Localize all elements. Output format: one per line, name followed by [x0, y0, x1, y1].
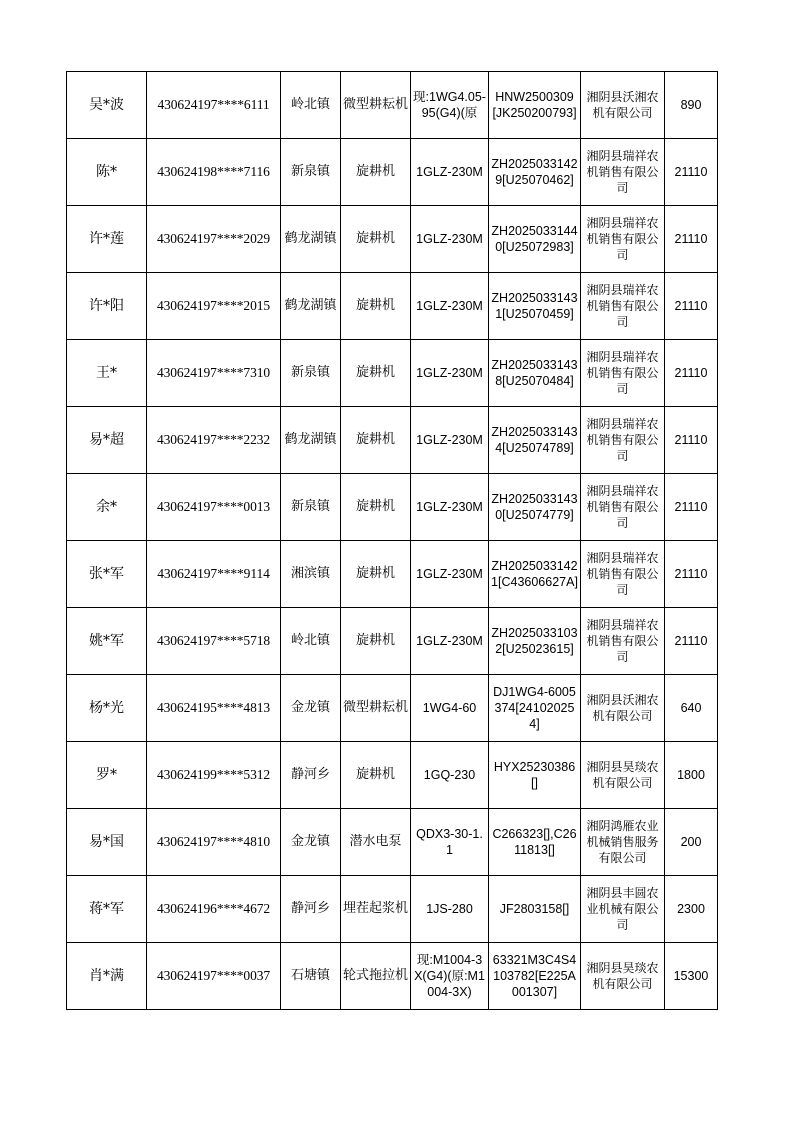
- name-cell: 陈*: [67, 139, 147, 206]
- amount-cell: 1800: [665, 742, 718, 809]
- dealer-cell: 湘阴县瑞祥农机销售有限公司: [581, 273, 665, 340]
- town-cell: 鹤龙湖镇: [281, 206, 341, 273]
- model-cell: 1JS-280: [411, 876, 489, 943]
- dealer-cell: 湘阴县沃湘农机有限公司: [581, 72, 665, 139]
- name-cell: 王*: [67, 340, 147, 407]
- model-cell: 1WG4-60: [411, 675, 489, 742]
- dealer-cell: 湘阴县瑞祥农机销售有限公司: [581, 541, 665, 608]
- dealer-cell: 湘阴鸿雁农业机械销售服务有限公司: [581, 809, 665, 876]
- dealer-cell: 湘阴县昊琰农机有限公司: [581, 742, 665, 809]
- machine-type-cell: 旋耕机: [341, 340, 411, 407]
- model-cell: 1GLZ-230M: [411, 407, 489, 474]
- dealer-cell: 湘阴县瑞祥农机销售有限公司: [581, 608, 665, 675]
- name-cell: 肖*满: [67, 943, 147, 1010]
- amount-cell: 21110: [665, 206, 718, 273]
- serial-number-cell: HNW2500309[JK250200793]: [489, 72, 581, 139]
- amount-cell: 200: [665, 809, 718, 876]
- model-cell: 1GQ-230: [411, 742, 489, 809]
- model-cell: 1GLZ-230M: [411, 541, 489, 608]
- town-cell: 岭北镇: [281, 608, 341, 675]
- id-number-cell: 430624198****7116: [147, 139, 281, 206]
- amount-cell: 21110: [665, 407, 718, 474]
- machine-type-cell: 旋耕机: [341, 742, 411, 809]
- table-row: [67, 742, 718, 809]
- id-number-cell: 430624197****4810: [147, 809, 281, 876]
- machine-type-cell: 旋耕机: [341, 608, 411, 675]
- machine-type-cell: 旋耕机: [341, 206, 411, 273]
- amount-cell: 21110: [665, 474, 718, 541]
- model-cell: 现:1WG4.05-95(G4)(原: [411, 72, 489, 139]
- dealer-cell: 湘阴县瑞祥农机销售有限公司: [581, 407, 665, 474]
- machine-type-cell: 旋耕机: [341, 541, 411, 608]
- machine-type-cell: 轮式拖拉机: [341, 943, 411, 1010]
- amount-cell: 21110: [665, 139, 718, 206]
- name-cell: 易*国: [67, 809, 147, 876]
- town-cell: 湘滨镇: [281, 541, 341, 608]
- name-cell: 余*: [67, 474, 147, 541]
- dealer-cell: 湘阴县沃湘农机有限公司: [581, 675, 665, 742]
- model-cell: 1GLZ-230M: [411, 139, 489, 206]
- machine-type-cell: 旋耕机: [341, 273, 411, 340]
- table-row: [67, 407, 718, 474]
- model-cell: 现:M1004-3X(G4)(原:M1004-3X): [411, 943, 489, 1010]
- serial-number-cell: ZH20250331434[U25074789]: [489, 407, 581, 474]
- dealer-cell: 湘阴县瑞祥农机销售有限公司: [581, 474, 665, 541]
- model-cell: 1GLZ-230M: [411, 273, 489, 340]
- town-cell: 静河乡: [281, 742, 341, 809]
- id-number-cell: 430624196****4672: [147, 876, 281, 943]
- model-cell: 1GLZ-230M: [411, 474, 489, 541]
- serial-number-cell: ZH20250331430[U25074779]: [489, 474, 581, 541]
- serial-number-cell: ZH20250331431[U25070459]: [489, 273, 581, 340]
- town-cell: 鹤龙湖镇: [281, 407, 341, 474]
- serial-number-cell: ZH20250331438[U25070484]: [489, 340, 581, 407]
- id-number-cell: 430624197****6111: [147, 72, 281, 139]
- amount-cell: 890: [665, 72, 718, 139]
- id-number-cell: 430624197****2029: [147, 206, 281, 273]
- id-number-cell: 430624195****4813: [147, 675, 281, 742]
- name-cell: 罗*: [67, 742, 147, 809]
- serial-number-cell: ZH20250331032[U25023615]: [489, 608, 581, 675]
- name-cell: 杨*光: [67, 675, 147, 742]
- table-row: [67, 876, 718, 943]
- name-cell: 易*超: [67, 407, 147, 474]
- serial-number-cell: HYX25230386[]: [489, 742, 581, 809]
- dealer-cell: 湘阴县瑞祥农机销售有限公司: [581, 139, 665, 206]
- machine-type-cell: 微型耕耘机: [341, 72, 411, 139]
- serial-number-cell: ZH20250331440[U25072983]: [489, 206, 581, 273]
- machine-type-cell: 旋耕机: [341, 139, 411, 206]
- id-number-cell: 430624197****2232: [147, 407, 281, 474]
- name-cell: 吴*波: [67, 72, 147, 139]
- machine-type-cell: 微型耕耘机: [341, 675, 411, 742]
- serial-number-cell: 63321M3C4S4103782[E225A001307]: [489, 943, 581, 1010]
- serial-number-cell: ZH20250331421[C43606627A]: [489, 541, 581, 608]
- table-row: [67, 474, 718, 541]
- table-row: [67, 139, 718, 206]
- model-cell: 1GLZ-230M: [411, 206, 489, 273]
- name-cell: 许*阳: [67, 273, 147, 340]
- id-number-cell: 430624197****0037: [147, 943, 281, 1010]
- table-row: [67, 943, 718, 1010]
- town-cell: 鹤龙湖镇: [281, 273, 341, 340]
- town-cell: 新泉镇: [281, 139, 341, 206]
- id-number-cell: 430624199****5312: [147, 742, 281, 809]
- town-cell: 石塘镇: [281, 943, 341, 1010]
- table-body: [67, 72, 718, 1010]
- id-number-cell: 430624197****7310: [147, 340, 281, 407]
- serial-number-cell: DJ1WG4-6005374[241020254]: [489, 675, 581, 742]
- dealer-cell: 湘阴县瑞祥农机销售有限公司: [581, 206, 665, 273]
- amount-cell: 21110: [665, 340, 718, 407]
- table-row: [67, 72, 718, 139]
- town-cell: 金龙镇: [281, 675, 341, 742]
- dealer-cell: 湘阴县昊琰农机有限公司: [581, 943, 665, 1010]
- machine-type-cell: 旋耕机: [341, 407, 411, 474]
- model-cell: 1GLZ-230M: [411, 608, 489, 675]
- amount-cell: 15300: [665, 943, 718, 1010]
- id-number-cell: 430624197****9114: [147, 541, 281, 608]
- serial-number-cell: C266323[],C2611813[]: [489, 809, 581, 876]
- dealer-cell: 湘阴县瑞祥农机销售有限公司: [581, 340, 665, 407]
- table-row: [67, 273, 718, 340]
- serial-number-cell: JF2803158[]: [489, 876, 581, 943]
- amount-cell: 640: [665, 675, 718, 742]
- id-number-cell: 430624197****5718: [147, 608, 281, 675]
- amount-cell: 2300: [665, 876, 718, 943]
- model-cell: QDX3-30-1.1: [411, 809, 489, 876]
- name-cell: 许*莲: [67, 206, 147, 273]
- table-row: [67, 675, 718, 742]
- table-row: [67, 809, 718, 876]
- town-cell: 静河乡: [281, 876, 341, 943]
- id-number-cell: 430624197****0013: [147, 474, 281, 541]
- town-cell: 金龙镇: [281, 809, 341, 876]
- town-cell: 新泉镇: [281, 340, 341, 407]
- dealer-cell: 湘阴县丰圆农业机械有限公司: [581, 876, 665, 943]
- name-cell: 蒋*军: [67, 876, 147, 943]
- amount-cell: 21110: [665, 273, 718, 340]
- table-row: [67, 541, 718, 608]
- name-cell: 张*军: [67, 541, 147, 608]
- machine-type-cell: 埋茬起浆机: [341, 876, 411, 943]
- amount-cell: 21110: [665, 608, 718, 675]
- table-row: [67, 608, 718, 675]
- id-number-cell: 430624197****2015: [147, 273, 281, 340]
- table-row: [67, 340, 718, 407]
- machine-type-cell: 潜水电泵: [341, 809, 411, 876]
- amount-cell: 21110: [665, 541, 718, 608]
- name-cell: 姚*军: [67, 608, 147, 675]
- machine-type-cell: 旋耕机: [341, 474, 411, 541]
- subsidy-table: [66, 71, 718, 1010]
- table-row: [67, 206, 718, 273]
- model-cell: 1GLZ-230M: [411, 340, 489, 407]
- town-cell: 新泉镇: [281, 474, 341, 541]
- serial-number-cell: ZH20250331429[U25070462]: [489, 139, 581, 206]
- town-cell: 岭北镇: [281, 72, 341, 139]
